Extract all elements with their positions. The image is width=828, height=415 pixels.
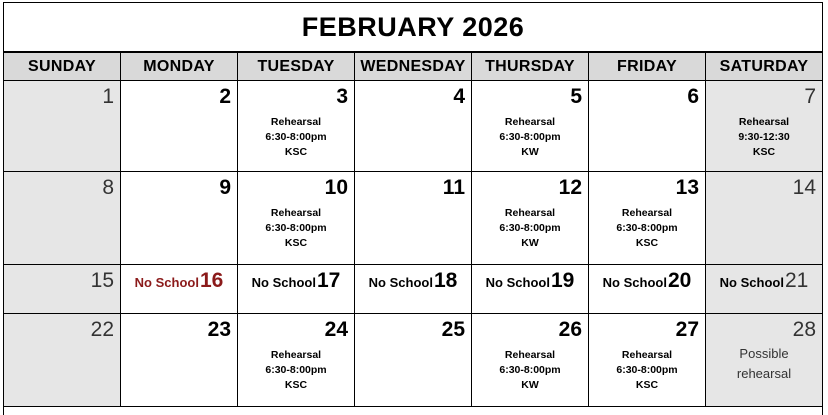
day-number: 13 bbox=[675, 176, 699, 199]
day-number: 17 bbox=[316, 269, 341, 292]
day-number: 11 bbox=[442, 176, 465, 199]
day-number: 18 bbox=[433, 269, 458, 292]
no-school-label: No School bbox=[368, 275, 433, 290]
event-line: Rehearsal bbox=[738, 116, 790, 128]
day-cell bbox=[238, 265, 355, 314]
calendar-footer bbox=[3, 407, 823, 415]
event-line: KSC bbox=[635, 237, 659, 249]
event-line: Rehearsal bbox=[270, 116, 322, 128]
day-number: 15 bbox=[90, 269, 114, 292]
day-cell bbox=[121, 265, 238, 314]
week-row bbox=[4, 314, 823, 407]
day-number: 26 bbox=[558, 318, 582, 341]
event-line: KSC bbox=[284, 237, 308, 249]
day-number: 20 bbox=[667, 269, 692, 292]
calendar-title: FEBRUARY 2026 bbox=[3, 2, 823, 52]
no-school-day bbox=[589, 265, 705, 309]
event-line: rehearsal bbox=[736, 366, 792, 381]
day-number: 23 bbox=[207, 318, 231, 341]
event-line: 6:30-8:00pm bbox=[499, 222, 561, 234]
calendar bbox=[3, 2, 823, 415]
no-school-label: No School bbox=[719, 275, 784, 290]
day-cell bbox=[706, 81, 823, 172]
event-line: KSC bbox=[284, 146, 308, 158]
rehearsal-event bbox=[238, 115, 354, 160]
no-school-day bbox=[121, 265, 237, 309]
event-line: KW bbox=[521, 237, 539, 249]
day-cell bbox=[4, 265, 121, 314]
event-line: 6:30-8:00pm bbox=[265, 364, 327, 376]
day-cell bbox=[355, 265, 472, 314]
day-cell bbox=[238, 314, 355, 407]
weekday-header: SATURDAY bbox=[706, 53, 823, 81]
day-number: 4 bbox=[453, 85, 465, 108]
no-school-label: No School bbox=[485, 275, 550, 290]
day-cell bbox=[121, 314, 238, 407]
week-row bbox=[4, 81, 823, 172]
day-number: 27 bbox=[675, 318, 699, 341]
day-number: 14 bbox=[792, 176, 816, 199]
day-number: 1 bbox=[102, 85, 114, 108]
weekday-header: SUNDAY bbox=[4, 53, 121, 81]
no-school-day bbox=[238, 265, 354, 309]
weekday-header: MONDAY bbox=[121, 53, 238, 81]
event-line: Rehearsal bbox=[621, 207, 673, 219]
day-cell bbox=[355, 314, 472, 407]
event-line: KW bbox=[521, 146, 539, 158]
day-cell bbox=[589, 172, 706, 265]
day-cell bbox=[472, 265, 589, 314]
day-cell bbox=[121, 172, 238, 265]
event-line: Rehearsal bbox=[504, 349, 556, 361]
day-cell bbox=[121, 81, 238, 172]
event-line: Rehearsal bbox=[270, 349, 322, 361]
event-line: 6:30-8:00pm bbox=[265, 131, 327, 143]
rehearsal-event bbox=[238, 206, 354, 251]
day-number: 6 bbox=[687, 85, 699, 108]
day-cell bbox=[472, 81, 589, 172]
event-line: Rehearsal bbox=[621, 349, 673, 361]
day-cell bbox=[4, 172, 121, 265]
event-line: KW bbox=[521, 379, 539, 391]
calendar-grid bbox=[3, 52, 823, 407]
rehearsal-event bbox=[238, 348, 354, 393]
day-number: 3 bbox=[336, 85, 348, 108]
rehearsal-event bbox=[472, 115, 588, 160]
event-line: KSC bbox=[752, 146, 776, 158]
day-number: 8 bbox=[102, 176, 114, 199]
day-cell bbox=[472, 172, 589, 265]
event-line: KSC bbox=[635, 379, 659, 391]
day-number: 19 bbox=[550, 269, 575, 292]
day-cell bbox=[355, 172, 472, 265]
day-number: 9 bbox=[219, 176, 231, 199]
day-cell bbox=[706, 265, 823, 314]
day-cell bbox=[472, 314, 589, 407]
day-number: 7 bbox=[804, 85, 816, 108]
day-cell bbox=[589, 265, 706, 314]
day-number: 12 bbox=[558, 176, 582, 199]
event-line: Rehearsal bbox=[504, 207, 556, 219]
no-school-day bbox=[355, 265, 471, 309]
day-number: 21 bbox=[784, 269, 809, 292]
no-school-day bbox=[472, 265, 588, 309]
day-cell bbox=[355, 81, 472, 172]
day-number: 24 bbox=[324, 318, 348, 341]
weekday-header: THURSDAY bbox=[472, 53, 589, 81]
rehearsal-event bbox=[472, 206, 588, 251]
day-cell bbox=[706, 314, 823, 407]
no-school-label: No School bbox=[134, 275, 199, 290]
no-school-label: No School bbox=[251, 275, 316, 290]
day-number: 25 bbox=[441, 318, 465, 341]
event-line: 9:30-12:30 bbox=[738, 131, 790, 143]
possible-rehearsal-note bbox=[706, 344, 822, 384]
weekday-header-row bbox=[4, 53, 823, 81]
day-cell bbox=[4, 314, 121, 407]
no-school-label: No School bbox=[602, 275, 667, 290]
day-number: 28 bbox=[792, 318, 816, 341]
weekday-header: FRIDAY bbox=[589, 53, 706, 81]
event-line: 6:30-8:00pm bbox=[265, 222, 327, 234]
day-cell bbox=[589, 314, 706, 407]
rehearsal-event bbox=[472, 348, 588, 393]
no-school-day bbox=[706, 265, 822, 309]
day-number: 5 bbox=[570, 85, 582, 108]
event-line: 6:30-8:00pm bbox=[616, 222, 678, 234]
week-row bbox=[4, 172, 823, 265]
event-line: Rehearsal bbox=[504, 116, 556, 128]
event-line: 6:30-8:00pm bbox=[499, 131, 561, 143]
week-row bbox=[4, 265, 823, 314]
event-line: 6:30-8:00pm bbox=[616, 364, 678, 376]
weekday-header: WEDNESDAY bbox=[355, 53, 472, 81]
day-number: 10 bbox=[324, 176, 348, 199]
day-cell bbox=[238, 172, 355, 265]
event-line: KSC bbox=[284, 379, 308, 391]
weekday-header: TUESDAY bbox=[238, 53, 355, 81]
rehearsal-event bbox=[706, 115, 822, 160]
day-number: 16 bbox=[199, 269, 224, 292]
event-line: 6:30-8:00pm bbox=[499, 364, 561, 376]
day-number: 22 bbox=[90, 318, 114, 341]
day-number: 2 bbox=[219, 85, 231, 108]
rehearsal-event bbox=[589, 348, 705, 393]
day-cell bbox=[238, 81, 355, 172]
day-cell bbox=[706, 172, 823, 265]
event-line: Possible bbox=[739, 346, 789, 361]
day-cell bbox=[4, 81, 121, 172]
day-cell bbox=[589, 81, 706, 172]
rehearsal-event bbox=[589, 206, 705, 251]
event-line: Rehearsal bbox=[270, 207, 322, 219]
